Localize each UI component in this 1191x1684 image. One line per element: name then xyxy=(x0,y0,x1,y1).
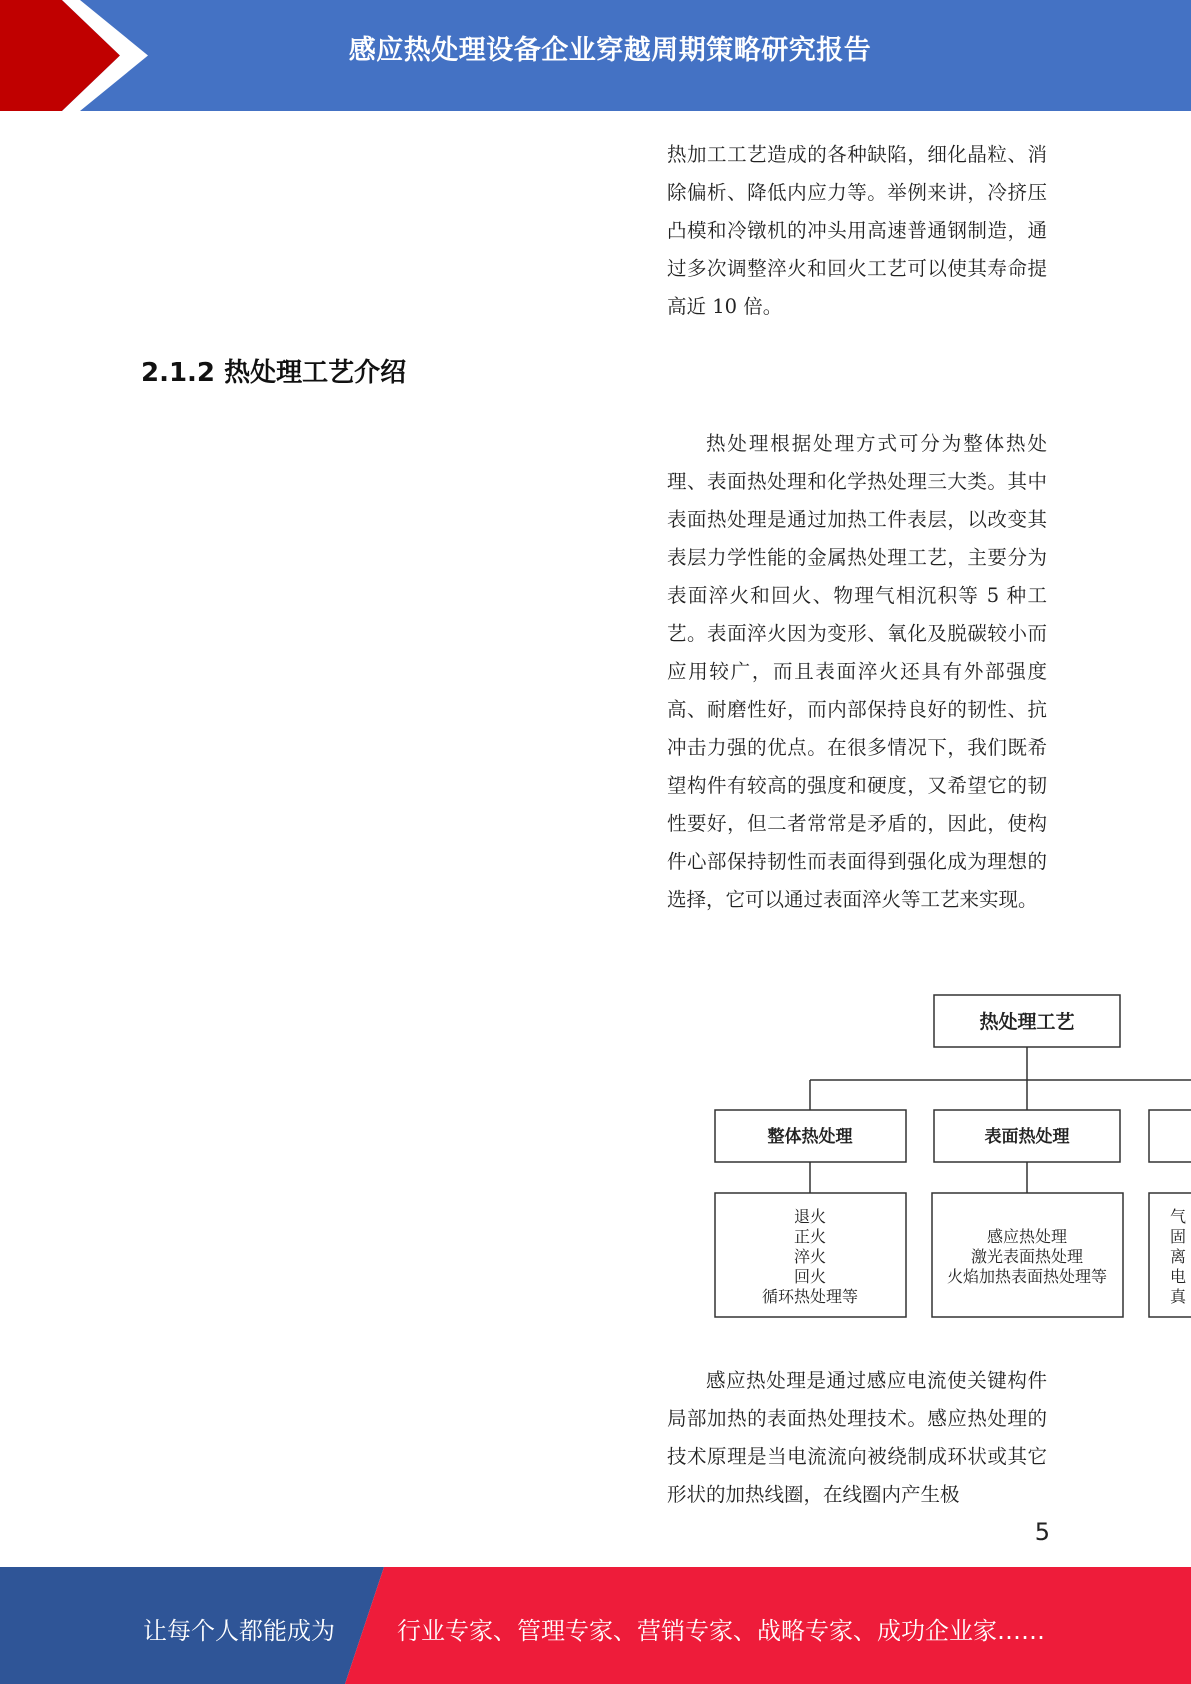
diagram-item: 火焰加热表面热处理等 xyxy=(946,1267,1108,1286)
heat-treatment-diagram xyxy=(700,985,1191,1325)
diagram-item: 淬火 xyxy=(793,1247,827,1266)
footer-slogan-left: 让每个人都能成为 xyxy=(143,1617,335,1645)
induction-paragraph: 感应热处理是通过感应电流使关键构件局部加热的表面热处理技术。感应热处理的技术原理是当电流流向被绕制成环状或其它形状的加热线圈，在线圈内产生极 xyxy=(667,1369,1047,1506)
diagram-root-label: 热处理工艺 xyxy=(979,1011,1075,1033)
footer-slogan-right: 行业专家、管理专家、营销专家、战略专家、成功企业家…… xyxy=(397,1617,1045,1645)
diagram-item: 回火 xyxy=(793,1267,827,1286)
diagram-category-box xyxy=(1149,1110,1191,1162)
diagram-item: 感应热处理 xyxy=(986,1227,1068,1246)
section-heading: 2.1.2 热处理工艺介绍 xyxy=(141,358,407,388)
diagram-item: 固 xyxy=(1170,1227,1187,1246)
diagram-item: 电 xyxy=(1170,1267,1187,1286)
diagram-category-label: 整体热处理 xyxy=(767,1127,853,1147)
intro-paragraph: 热加工工艺造成的各种缺陷，细化晶粒、消除偏析、降低内应力等。举例来讲，冷挤压凸模和冷镦机的冲头用高速普通钢制造，通过多次调整淬火和回火工艺可以使其寿命提高近 10 倍。 xyxy=(667,143,1047,318)
report-title: 感应热处理设备企业穿越周期策略研究报告 xyxy=(348,35,872,66)
diagram-item: 离 xyxy=(1170,1247,1187,1266)
diagram-category-label: 表面热处理 xyxy=(984,1127,1070,1147)
diagram-item: 退火 xyxy=(793,1207,827,1226)
header-chevron-decoration xyxy=(0,0,160,111)
diagram-item: 循环热处理等 xyxy=(761,1287,859,1306)
diagram-item: 正火 xyxy=(793,1227,827,1246)
diagram-item: 气 xyxy=(1170,1207,1187,1226)
classification-paragraph: 热处理根据处理方式可分为整体热处理、表面热处理和化学热处理三大类。其中表面热处理是通过加热工件表层，以改变其表层力学性能的金属热处理工艺，主要分为表面淬火和回火、物理气相沉积等 5 种工艺。表面淬火因为变形、氧化及脱碳较小而应用较广，而且表面淬火还具有外部强度高、耐磨性好，而内部保持良好的韧性、抗冲击力强的优点。在很多情况下，我们既希望构件有较高的强度和硬度，又希望它的韧性要好，但二者常常是矛盾的，因此，使构件心部保持韧性而表面得到强化成为理想的选择，它可以通过表面淬火等工艺来实现。 xyxy=(667,432,1047,911)
page-number: 5 xyxy=(1034,1518,1050,1546)
diagram-item: 真 xyxy=(1170,1287,1187,1306)
diagram-item: 激光表面热处理 xyxy=(970,1247,1084,1266)
page-header xyxy=(0,0,1191,111)
